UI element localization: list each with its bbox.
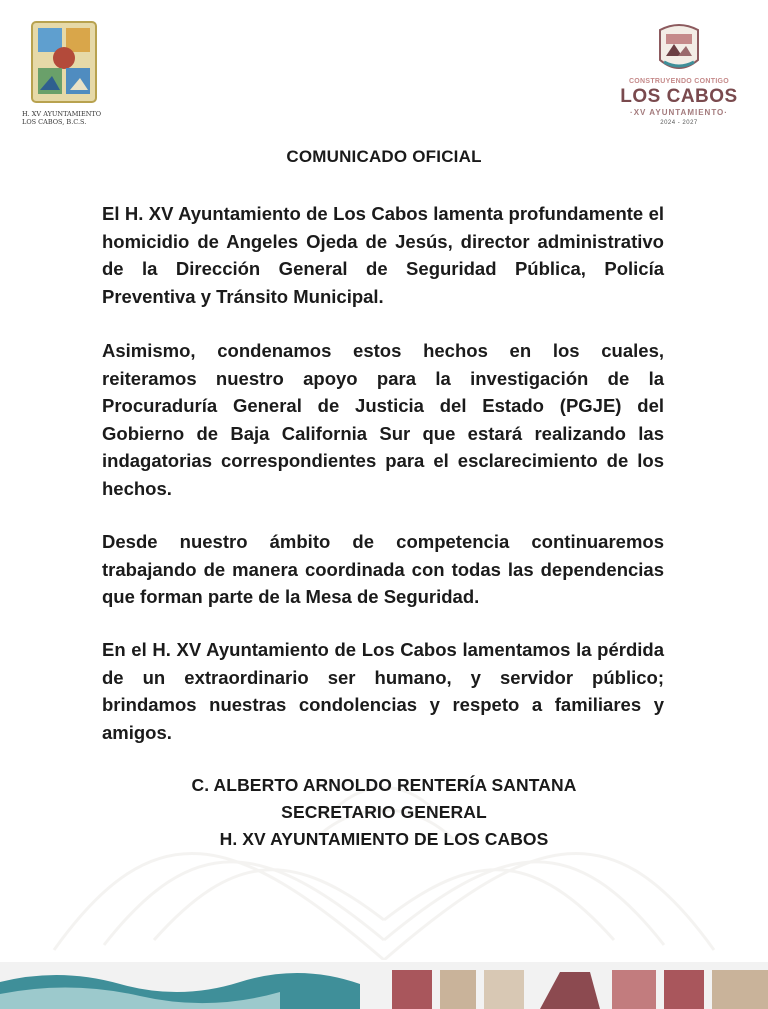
logo-years: 2024 - 2027: [660, 120, 698, 126]
logo-subtitle: ·XV AYUNTAMIENTO·: [630, 108, 728, 117]
paragraph: Desde nuestro ámbito de competencia continuaremos trabajando de manera coordinada con todas las dependencias que forman parte de la Mesa de Seguridad.: [102, 531, 664, 607]
logo-tagline: CONSTRUYENDO CONTIGO: [628, 78, 730, 85]
watermark-emblem: [34, 770, 734, 960]
crest-caption: [22, 110, 110, 126]
signature-institution: H. XV AYUNTAMIENTO DE LOS CABOS: [219, 829, 549, 849]
signature-name: C. ALBERTO ARNOLDO RENTERÍA SANTANA: [191, 775, 577, 795]
logo-name: LOS CABOS: [620, 86, 738, 107]
crest-caption-line: LOS CABOS, B.C.S.: [22, 118, 87, 126]
municipal-crest-icon: [30, 20, 98, 104]
los-cabos-logo-icon: [656, 20, 702, 76]
footer-decorative-band: [0, 962, 768, 1009]
document-title: COMUNICADO OFICIAL: [286, 147, 482, 166]
crest-caption-line: H. XV AYUNTAMIENTO: [22, 110, 102, 118]
paragraph: El H. XV Ayuntamiento de Los Cabos lamenta profundamente el homicidio de Angeles Ojeda de Jesús, director administrativo de la Dirección General de Seguridad Pública, Policía Preventiva y Tránsito Municipal.: [102, 203, 664, 307]
paragraph: Asimismo, condenamos estos hechos en los cuales, reiteramos nuestro apoyo para la investigación de la Procuraduría General de Justicia del Estado (PGJE) del Gobierno de Baja California Sur que estará realizando las indagatorias correspondientes para el esclarecimiento de los hechos.: [102, 340, 664, 499]
signature-position: SECRETARIO GENERAL: [281, 802, 487, 822]
paragraph: En el H. XV Ayuntamiento de Los Cabos lamentamos la pérdida de un extraordinario ser humano, y servidor público; brindamos nuestras condolencias y respeto a familiares y amigos.: [102, 639, 664, 743]
